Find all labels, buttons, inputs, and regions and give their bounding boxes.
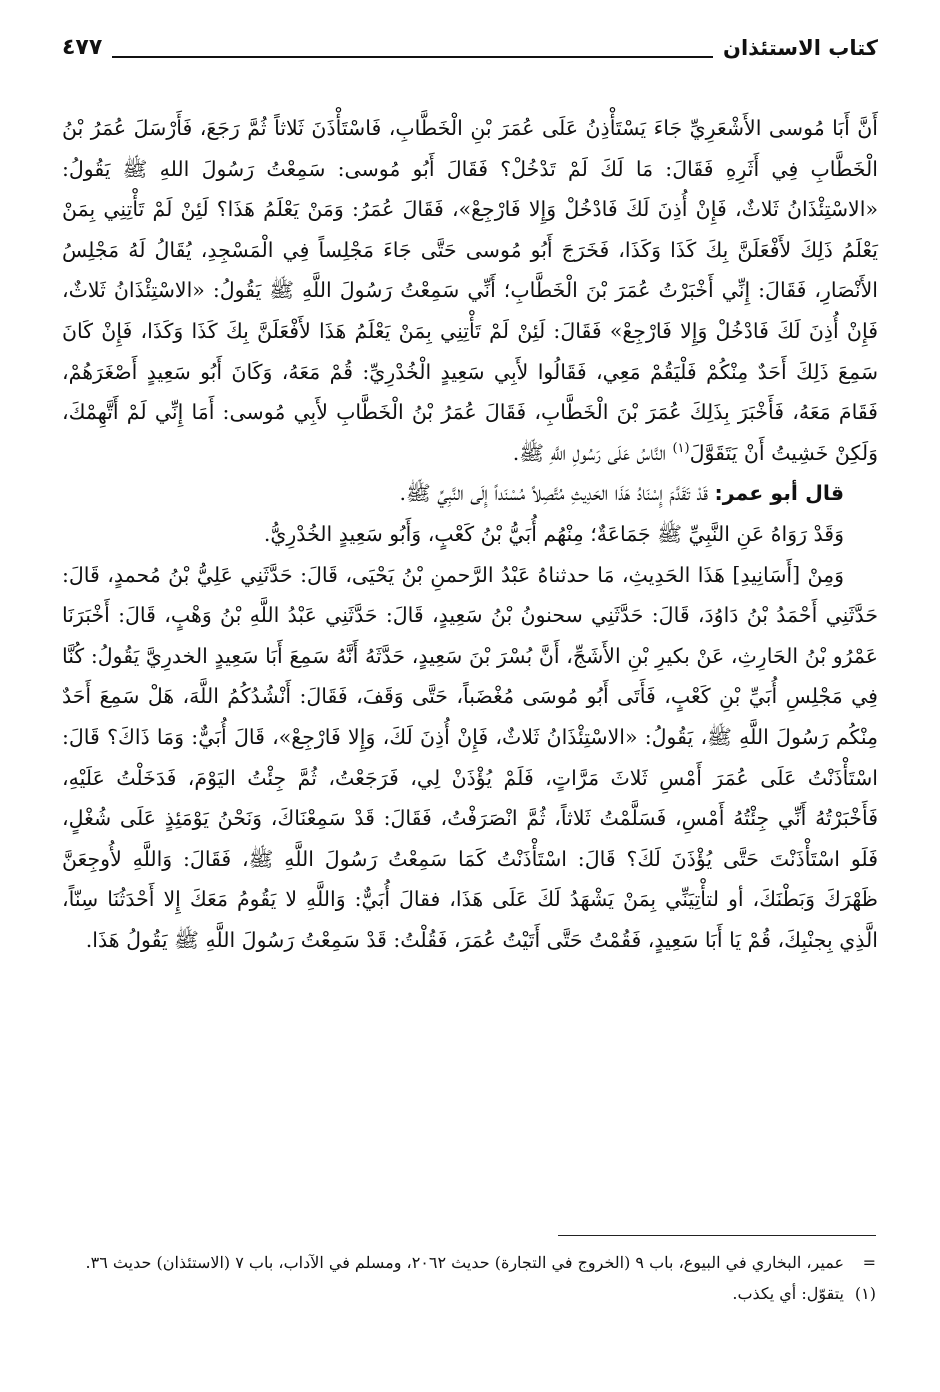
paragraph-abu-umar-text: قَدْ تَقَدَّمَ إِسْنَادُ هَذَا الحَدِيثِ مُتَّصِلاً مُسْنَداً إِلَى النَّبِيِّ ﷺ. <box>399 481 715 506</box>
running-title: كتاب الاستئذان <box>723 36 878 60</box>
paragraph-hadith-end: النَّاسُ عَلَى رَسُولِ اللَّهِ ﷺ. <box>512 440 673 465</box>
paragraph-isnad: وَمِنْ [أَسَانِيدِ] هَذَا الحَدِيثِ، مَا حدثناهُ عَبْدُ الرَّحمنِ بْنُ يَحْيَى، قَالَ: حَدَّثَنِي عَلِيُّ بْنُ مُحمدٍ، قَالَ: حَدَّثَنِي أَحْمَدُ بْنُ دَاوُدَ، قَالَ: حَدَّثَنِي سحنونُ بْنُ سَعِيدٍ، قَالَ: حَدَّثَنِي عَبْدُ اللَّهِ بْنُ وَهْبٍ، قَالَ: أَخْبَرَنَا عَمْرُو بْنُ الحَارِثِ، عَنْ بكيرِ بْنِ الأَشَجِّ، أَنَّ بُسْرَ بْنَ سَعِيدٍ، حَدَّثَهُ أَنَّهُ سَمِعَ أَبَا سَعِيدٍ الخدرِيَّ يَقُولُ: كُنَّا فِي مَجْلِسِ أُبَيِّ بْنِ كَعْبٍ، فَأَتَى أَبُو مُوسَى مُغْضَباً، حَتَّى وَقَفَ، فَقَالَ: أَنْشُدُكُمُ اللَّهَ، هَلْ سَمِعَ أَحَدٌ مِنْكُم رَسُولَ اللَّهِ ﷺ، يَقُولُ: «الاسْتِئْذَانُ ثَلاثٌ، فَإِنْ أُذِنَ لَكَ، وَإِلا فَارْجِعْ»، قَالَ أُبَيٌّ: وَمَا ذَاكَ؟ قَالَ: اسْتَأْذَنْتُ عَلَى عُمَرَ أَمْسِ ثَلاثَ مَرَّاتٍ، فَلَمْ يُؤْذَنْ لِي، فَرَجَعْتُ، ثُمَّ جِئْتُ اليَوْمَ، فَدَخَلْتُ عَلَيْهِ، فَأَخْبَرْتُهُ أَنِّي جِئْتُهُ أَمْسِ، فَسَلَّمْتُ ثَلاثاً، ثُمَّ انْصَرَفْتُ، فَقَالَ: قَدْ سَمِعْنَاكَ، وَنَحْنُ يَوْمَئِذٍ عَلَى شُغْلٍ، فَلَو اسْتَأْذَنْتَ حَتَّى يُؤْذَنَ لَكَ؟ قَالَ: اسْتَأْذَنْتُ كَمَا سَمِعْتُ رَسُولَ اللَّهِ ﷺ، فَقَالَ: وَاللَّهِ لأُوجِعَنَّ ظَهْرَكَ وَبَطْنَكَ، أو لتأْتِيَنِّي بِمَنْ يَشْهَدُ لَكَ عَلَى هَذَا، فقالَ أُبَيٌّ: وَاللَّهِ لا يَقُومُ مَعَكَ إِلا أَحْدَثُنَا سِنّاً، الَّذِي بِجنْبِكَ، قُمْ يَا أَبَا سَعِيدٍ، فَقُمْتُ حَتَّى أَتَيْتُ عُمَرَ، فَقُلْتُ: قَدْ سَمِعْتُ رَسُولَ اللَّهِ ﷺ يَقُولُ هَذَا. <box>62 562 878 952</box>
footnote-rule <box>558 1235 876 1236</box>
page-number: ٤٧٧ <box>62 35 103 60</box>
footnote-continuation-marker: = <box>862 1253 876 1272</box>
footnote-1 <box>62 1278 876 1309</box>
footnote-1-text: يتقوّل: أي يكذب. <box>732 1284 844 1303</box>
paragraph-narrators: وَقَدْ رَوَاهُ عَنِ النَّبِيِّ ﷺ جَمَاعَةٌ؛ مِنْهُم أُبَيُّ بْنُ كَعْبٍ، وَأَبُو سَعِيدٍ الخُدْرِيُّ. <box>263 521 844 546</box>
footnote-ref-1: (١) <box>672 440 690 456</box>
paragraph-hadith <box>62 108 878 473</box>
speaker-label: قال أبو عمر: <box>714 481 844 506</box>
footnote-continuation-text: عمير، البخاري في البيوع، باب ٩ (الخروج في التجارة) حديث ٢٠٦٢، ومسلم في الآداب، باب ٧ (الاستئذان) حديث ٣٦. <box>85 1253 844 1272</box>
footnotes <box>62 1247 876 1309</box>
header-rule <box>112 56 713 58</box>
footnote-continuation <box>62 1247 876 1278</box>
footnote-1-marker: (١) <box>854 1284 876 1303</box>
paragraph-hadith-text: أَنَّ أَبَا مُوسى الأَشْعَرِيِّ جَاءَ يَسْتَأْذِنُ عَلَى عُمَرَ بْنِ الْخَطَّابِ، فَاسْتَأْذَنَ ثَلاثاً ثُمَّ رَجَعَ، فَأَرْسَلَ عُمَرُ بْنُ الْخَطَّابِ فِي أَثَرِهِ فَقَالَ: مَا لَكَ لَمْ تَدْخُلْ؟ فَقَالَ أَبُو مُوسى: سَمِعْتُ رَسُولَ اللهِ ﷺ يَقُولُ: «الاسْتِئْذَانُ ثَلاثٌ، فَإِنْ أُذِنَ لَكَ فَادْخُلْ وَإِلا فَارْجِعْ»، فَقَالَ عُمَرُ: وَمَنْ يَعْلَمُ هَذَا؟ لَئِنْ لَمْ تَأْتِنِي بِمَنْ يَعْلَمُ ذَلِكَ لأَفْعَلَنَّ بِكَ كَذَا وَكَذَا، فَخَرَجَ أَبُو مُوسى حَتَّى جَاءَ مَجْلِساً فِي الْمَسْجِدِ، يُقَالُ لَهُ مَجْلِسُ الأَنْصَارِ، فَقَالَ: إِنِّي أَخْبَرْتُ عُمَرَ بْنَ الْخَطَّابِ؛ أَنِّي سَمِعْتُ رَسُولَ اللَّهِ ﷺ يَقُولُ: «الاسْتِئْذَانُ ثَلاثٌ، فَإِنْ أُذِنَ لَكَ فَادْخُلْ وَإِلا فَارْجِعْ» فَقَالَ: لَئِنْ لَمْ تَأْتِنِي بِمَنْ يَعْلَمُ هَذَا لأَفْعَلَنَّ بِكَ كَذَا وَكَذَا، فَإِنْ كَانَ سَمِعَ ذَلِكَ أَحَدٌ مِنْكُمْ فَلْيَقُمْ مَعِي، فَقَالُوا لأَبِي سَعِيدٍ الْخُدْرِيِّ: قُمْ مَعَهُ، وَكَانَ أَبُو سَعِيدٍ أَصْغَرَهُمْ، فَقَامَ مَعَهُ، فَأَخْبَرَ بِذَلِكَ عُمَرَ بْنَ الْخَطَّابِ، فَقَالَ عُمَرُ بْنُ الْخَطَّابِ لأَبِي مُوسى: أَمَا إِنِّي لَمْ أَتَّهِمْكَ، وَلَكِنْ خَشِيتُ أَنْ يَتَقَوَّلَ <box>62 116 878 465</box>
page-header <box>62 30 878 66</box>
main-text <box>62 108 878 960</box>
paragraph-abu-umar <box>62 473 878 514</box>
